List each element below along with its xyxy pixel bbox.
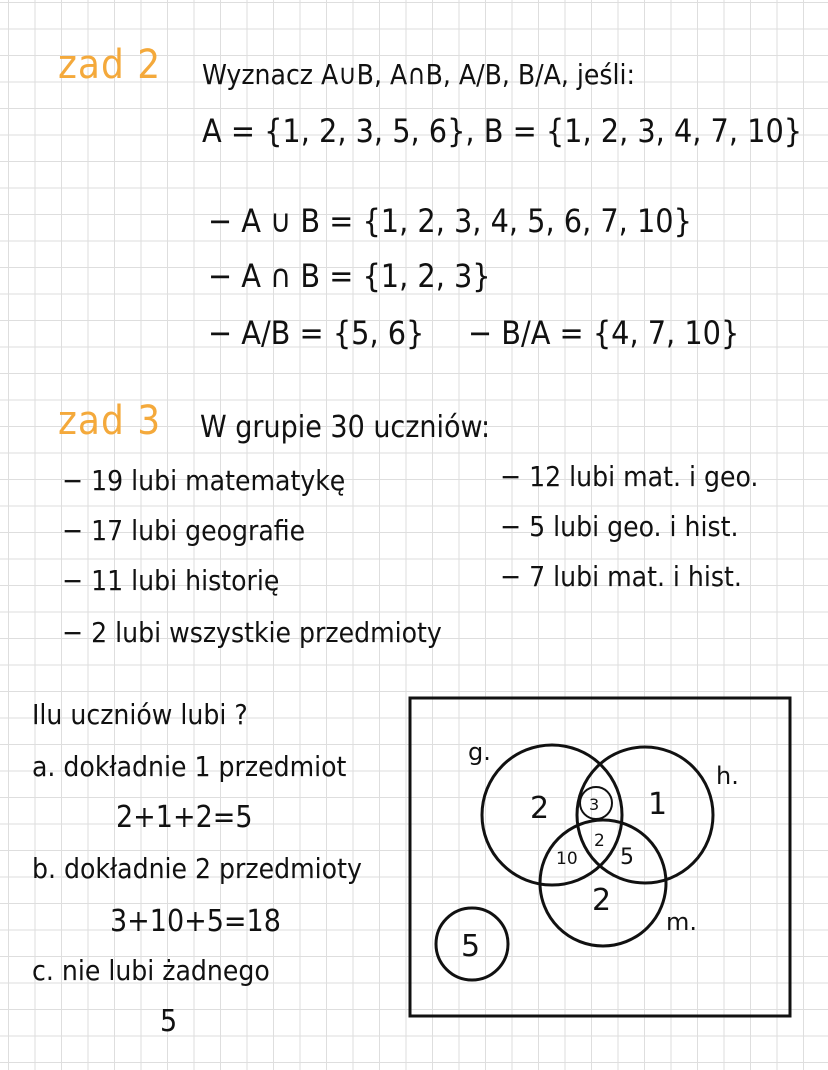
- zad2-intersection: − A ∩ B = {1, 2, 3}: [208, 257, 491, 295]
- venn-label-h: h.: [716, 762, 739, 790]
- zad2-task: Wyznacz A∪B, A∩B, A/B, B/A, jeśli:: [202, 58, 636, 91]
- answer-b-value: 3+10+5=18: [110, 904, 281, 939]
- zad3-right-item: − 12 lubi mat. i geo.: [500, 460, 759, 493]
- zad3-right-item: − 5 lubi geo. i hist.: [500, 510, 739, 543]
- venn-outside-value: 5: [461, 929, 481, 964]
- answer-c-value: 5: [160, 1004, 178, 1039]
- zad2-given-sets: A = {1, 2, 3, 5, 6}, B = {1, 2, 3, 4, 7, 10}: [202, 112, 803, 150]
- venn-region-only-g: 2: [530, 791, 550, 826]
- answer-c-label: c. nie lubi żadnego: [32, 954, 270, 987]
- venn-region-h-m: 5: [620, 845, 634, 870]
- venn-circle-h: [577, 747, 713, 883]
- zad2-union: − A ∪ B = {1, 2, 3, 4, 5, 6, 7, 10}: [208, 202, 692, 240]
- venn-region-g-h: 3: [589, 795, 600, 814]
- zad3-left-item: − 11 lubi historię: [62, 564, 280, 597]
- venn-circle-g: [482, 745, 622, 885]
- zad2-heading: zad 2: [58, 42, 162, 88]
- answer-b-label: b. dokładnie 2 przedmioty: [32, 852, 362, 885]
- venn-region-only-m: 2: [592, 883, 612, 918]
- venn-region-all: 2: [594, 831, 605, 851]
- zad3-left-item: − 17 lubi geografie: [62, 514, 306, 547]
- venn-label-g: g.: [468, 738, 491, 766]
- zad2-difference-a-b: − A/B = {5, 6}: [208, 314, 425, 352]
- venn-region-only-h: 1: [648, 787, 668, 822]
- venn-region-g-m: 10: [556, 849, 578, 869]
- answer-a-label: a. dokładnie 1 przedmiot: [32, 750, 347, 783]
- answer-a-value: 2+1+2=5: [116, 800, 253, 835]
- venn-universe-box: [410, 698, 790, 1016]
- zad3-question: Ilu uczniów lubi ?: [32, 698, 248, 731]
- zad3-intro: W grupie 30 uczniów:: [200, 410, 491, 445]
- zad3-right-item: − 7 lubi mat. i hist.: [500, 560, 742, 593]
- venn-label-m: m.: [666, 908, 698, 936]
- zad2-difference-b-a: − B/A = {4, 7, 10}: [468, 314, 740, 352]
- zad3-heading: zad 3: [58, 398, 162, 444]
- zad3-left-item: − 2 lubi wszystkie przedmioty: [62, 616, 442, 649]
- zad3-left-item: − 19 lubi matematykę: [62, 464, 346, 497]
